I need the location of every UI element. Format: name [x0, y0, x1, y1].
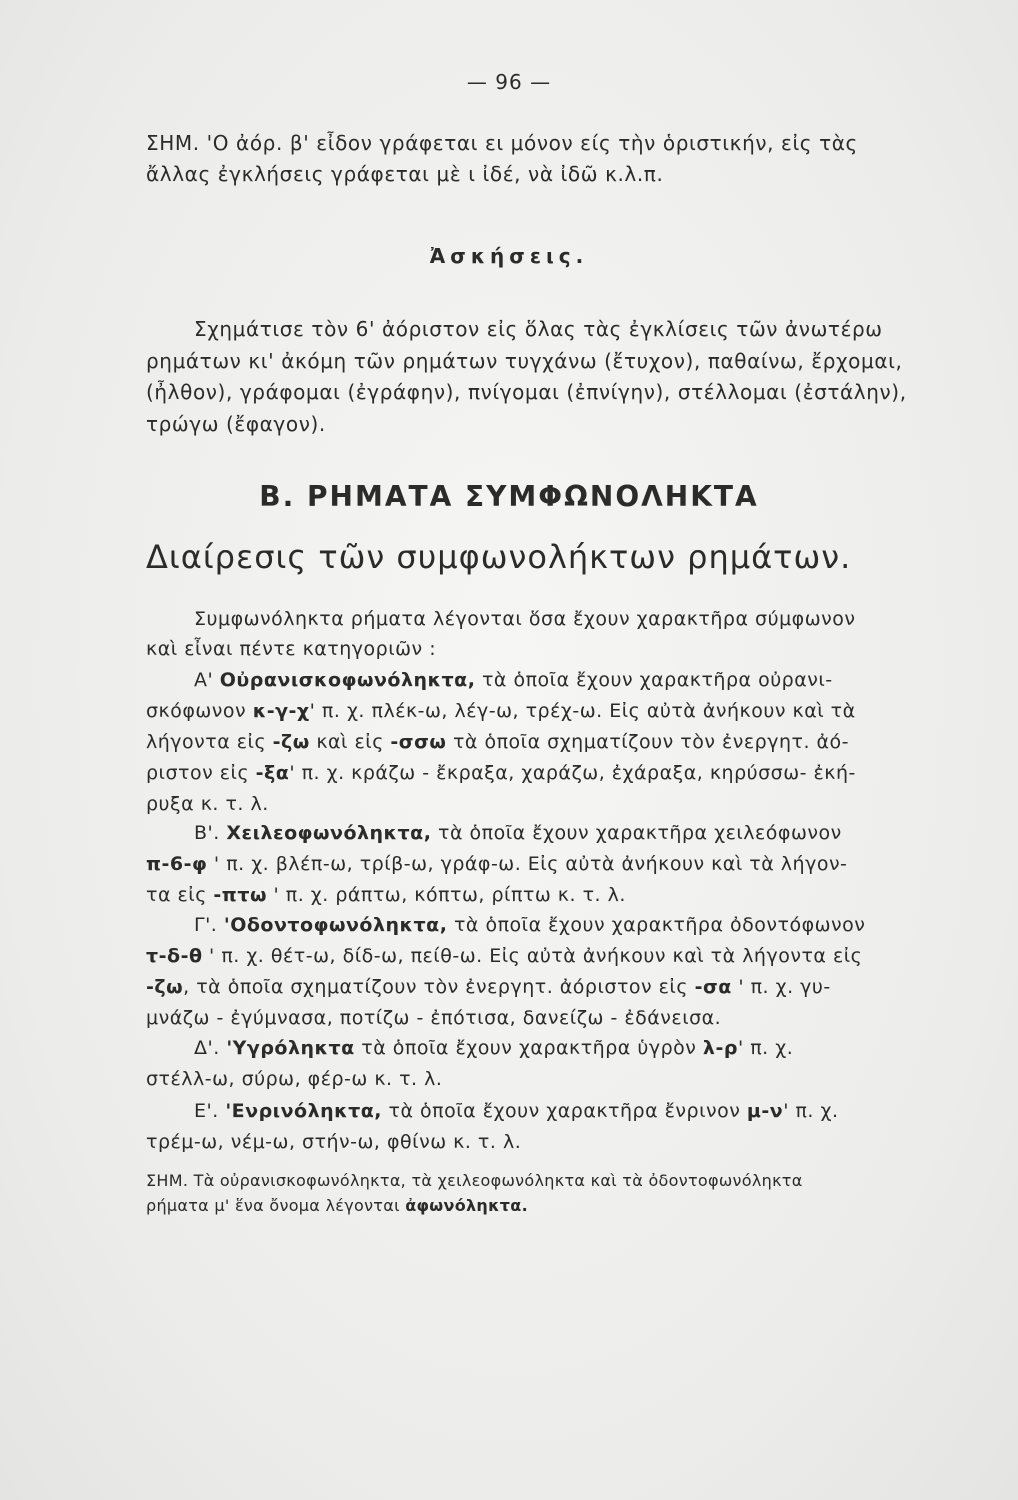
- category-text: ' π. χ. κράζω - ἔκραξα, χαράζω, ἐχάραξα, κηρύσσω- ἐκή-: [289, 762, 856, 784]
- category-d: [146, 1033, 976, 1095]
- ending: -ζω: [272, 731, 310, 753]
- category-number: Γ'.: [194, 914, 218, 936]
- category-e: [146, 1096, 976, 1158]
- category-text: τὰ ὁποῖα ἔχουν χαρακτῆρα χειλεόφωνον: [431, 822, 842, 844]
- category-text: λήγοντα εἰς: [146, 731, 273, 753]
- exercises-heading: Ἀσκήσεις.: [429, 244, 589, 268]
- category-number: Δ'.: [194, 1037, 220, 1059]
- character-letters: π-6-φ: [146, 853, 208, 875]
- ending: -ξα: [255, 762, 290, 784]
- category-number: Α': [194, 669, 214, 691]
- category-text: στέλλ-ω, σύρω, φέρ-ω κ. τ. λ.: [146, 1068, 443, 1090]
- ending: -σα: [694, 976, 732, 998]
- exercises-line: τρώγω (ἔφαγον).: [146, 411, 326, 436]
- character-letters: κ-γ-χ: [252, 700, 310, 722]
- category-text: τὰ ὁποῖα ἔχουν χαρακτῆρα ὀδοντόφωνον: [447, 914, 866, 936]
- category-text: ρυξα κ. τ. λ.: [146, 793, 269, 815]
- category-text: ' π. χ. πλέκ-ω, λέγ-ω, τρέχ-ω. Εἰς αὐτὰ ἀνήκουν καὶ τὰ: [309, 700, 856, 722]
- category-text: τὰ ὁποῖα σχηματίζουν τὸν ἐνεργητ. ἀό-: [446, 731, 850, 753]
- category-b: [146, 818, 976, 911]
- section-title: Β. ΡΗΜΑΤΑ ΣΥΜΦΩΝΟΛΗΚΤΑ: [259, 480, 759, 513]
- category-a: [146, 665, 976, 820]
- category-number: Ε'.: [194, 1100, 219, 1122]
- footnote: [146, 1168, 976, 1218]
- intro-line: καὶ εἶναι πέντε κατηγοριῶν :: [146, 638, 437, 660]
- category-text: τὰ ὁποῖα ἔχουν χαρακτῆρα ὑγρὸν: [354, 1037, 703, 1059]
- category-text: ' π. χ.: [783, 1100, 839, 1122]
- category-text: τὰ ὁποῖα ἔχουν χαρακτῆρα ἔνρινον: [382, 1100, 747, 1122]
- category-name: Οὐρανισκοφωνόληκτα,: [219, 669, 476, 691]
- category-text: ' π. χ.: [737, 1037, 794, 1059]
- exercises-line: (ἦλθον), γράφομαι (ἐγράφην), πνίγομαι (ἐπνίγην), στέλλομαι (ἐστάλην),: [146, 380, 907, 404]
- category-text: ' π. χ. θέτ-ω, δίδ-ω, πείθ-ω. Εἰς αὐτὰ ἀνήκουν καὶ τὰ λήγοντα εἰς: [202, 945, 863, 967]
- category-text: μνάζω - ἐγύμνασα, ποτίζω - ἐπότισα, δανείζω - ἐδάνεισα.: [146, 1007, 722, 1029]
- category-text: καὶ εἰς: [309, 731, 391, 753]
- category-text: ριστον εἰς: [146, 762, 256, 784]
- footnote-term: ἀφωνόληκτα.: [405, 1196, 528, 1215]
- category-text: τα εἰς: [146, 884, 214, 906]
- character-letters: λ-ρ: [702, 1037, 738, 1059]
- exercises-line: ρημάτων κι' ἀκόμη τῶν ρημάτων τυγχάνω (ἔτυχον), παθαίνω, ἔρχομαι,: [146, 348, 903, 373]
- section-subtitle: Διαίρεσις τῶν συμφωνολήκτων ρημάτων.: [146, 538, 852, 576]
- character-letters: μ-ν: [746, 1100, 784, 1122]
- category-c: [146, 910, 976, 1034]
- footnote-line: ρήματα μ' ἕνα ὄνομα λέγονται: [146, 1196, 406, 1215]
- category-text: ' π. χ. γυ-: [731, 976, 831, 998]
- category-name: 'Οδοντοφωνόληκτα,: [223, 914, 448, 936]
- category-name: 'Υγρόληκτα: [226, 1037, 355, 1059]
- character-letters: τ-δ-θ: [146, 945, 203, 967]
- intro-paragraph: [146, 604, 976, 664]
- exercises-line: Σχημάτισε τὸν 6' ἀόριστον εἰς ὅλας τὰς ἐγκλίσεις τῶν ἀνωτέρω: [194, 317, 883, 341]
- category-text: τρέμ-ω, νέμ-ω, στήν-ω, φθίνω κ. τ. λ.: [146, 1131, 522, 1153]
- page-number: — 96 —: [466, 70, 552, 94]
- category-text: σκόφωνον: [146, 700, 253, 722]
- top-note-line: ΣΗΜ. 'Ο ἀόρ. β' εἶδον γράφεται ει μόνον είς τὴν ὁριστικήν, εἰς τὰς: [146, 131, 858, 155]
- category-text: ' π. χ. βλέπ-ω, τρίβ-ω, γράφ-ω. Εἰς αὐτὰ ἀνήκουν καὶ τὰ λήγον-: [207, 853, 848, 875]
- ending: -ζω: [146, 976, 184, 998]
- ending: -σσω: [390, 731, 447, 753]
- exercises-text: [146, 314, 976, 440]
- category-name: Χειλεοφωνόληκτα,: [226, 822, 432, 844]
- top-note-line: ἄλλας ἐγκλήσεις γράφεται μὲ ι ἰδέ, νὰ ἰδῶ κ.λ.π.: [146, 162, 664, 186]
- category-text: τὰ ὁποῖα ἔχουν χαρακτῆρα οὐρανι-: [475, 669, 833, 691]
- top-note: [146, 128, 976, 190]
- intro-line: Συμφωνόληκτα ρήματα λέγονται ὅσα ἔχουν χαρακτῆρα σύμφωνον: [194, 608, 856, 630]
- category-name: 'Ενρινόληκτα,: [225, 1100, 383, 1122]
- footnote-line: ΣΗΜ. Τὰ οὐρανισκοφωνόληκτα, τὰ χειλεοφωνόληκτα καὶ τὰ ὀδοντοφωνόληκτα: [146, 1171, 803, 1190]
- category-text: , τὰ ὁποῖα σχηματίζουν τὸν ἐνεργητ. ἀόριστον εἰς: [183, 976, 695, 998]
- category-text: ' π. χ. ράπτω, κόπτω, ρίπτω κ. τ. λ.: [266, 884, 626, 906]
- category-number: Β'.: [194, 822, 220, 844]
- ending: -πτω: [213, 884, 267, 906]
